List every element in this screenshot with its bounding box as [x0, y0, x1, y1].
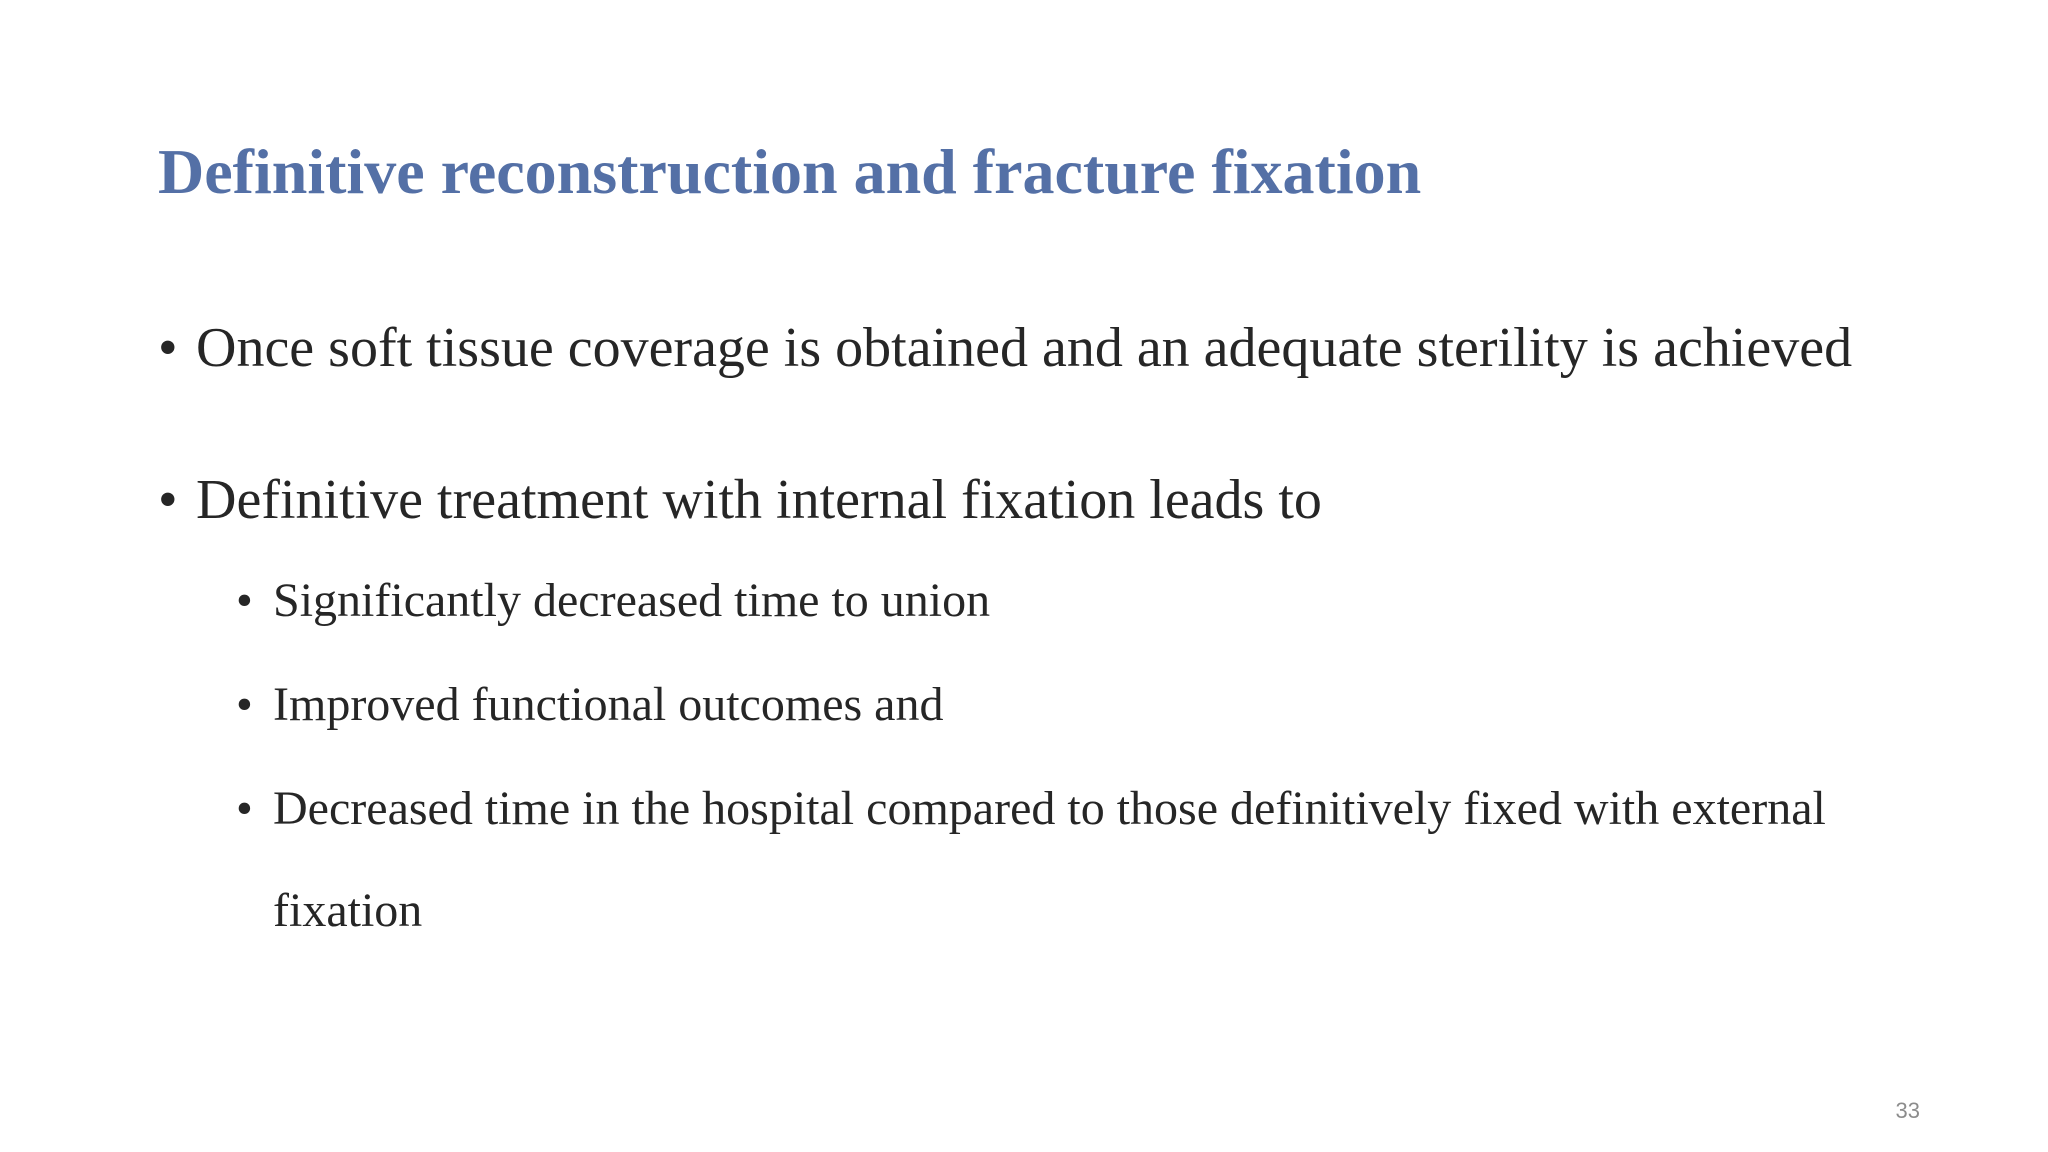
- slide-title: Definitive reconstruction and fracture fixation: [158, 136, 1422, 207]
- sub-bullet-item: [236, 654, 1833, 756]
- bullet-dot-icon: •: [158, 469, 178, 531]
- bullet-dot-icon: •: [236, 678, 253, 731]
- sub-bullet-text: Significantly decreased time to union: [273, 574, 991, 627]
- sub-bullet-text: Improved functional outcomes and: [273, 678, 944, 731]
- bullet-item: [158, 316, 1896, 380]
- sub-bullet-item: [236, 758, 1833, 962]
- page-number: 33: [1895, 1098, 1920, 1123]
- bullet-text: Definitive treatment with internal fixation leads to: [196, 469, 1322, 531]
- sub-bullet-item: [236, 550, 1833, 652]
- bullet-dot-icon: •: [158, 317, 178, 379]
- bullet-dot-icon: •: [236, 574, 253, 627]
- sub-bullet-text: Decreased time in the hospital compared to those definitively fixed with external fixation: [273, 782, 1826, 937]
- bullet-item: [158, 468, 1896, 532]
- bullet-dot-icon: •: [236, 782, 253, 835]
- bullet-text: Once soft tissue coverage is obtained and an adequate sterility is achieved: [196, 317, 1853, 379]
